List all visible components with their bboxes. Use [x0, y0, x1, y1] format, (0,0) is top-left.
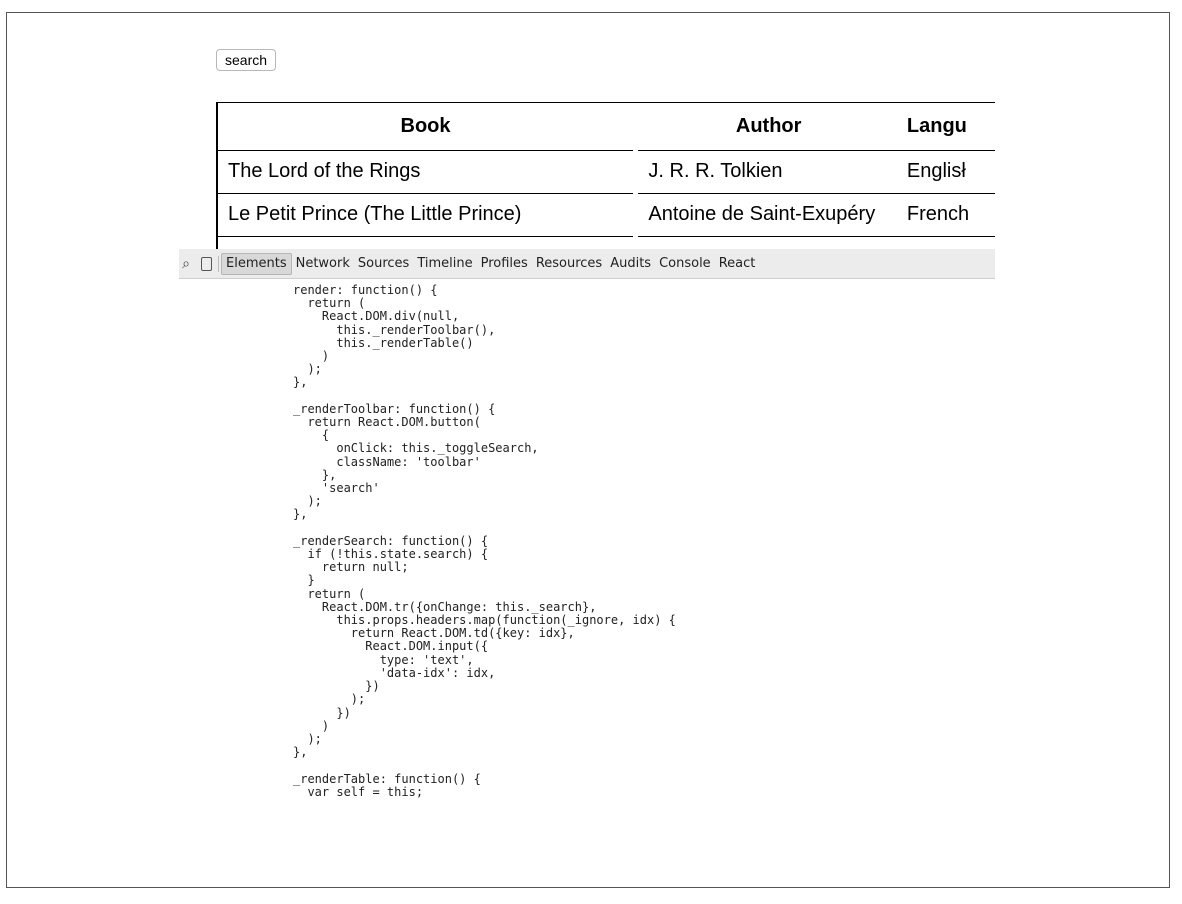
code-line — [293, 759, 993, 772]
source-code-panel — [293, 284, 993, 799]
code-line — [293, 390, 993, 403]
screenshot-frame — [6, 12, 1170, 888]
code-line: this._renderTable() — [293, 335, 474, 350]
code-line: var self = this; — [293, 784, 424, 799]
tab-profiles[interactable]: Profiles — [480, 255, 528, 271]
code-line: _renderToolbar: function() { — [293, 401, 496, 416]
code-line: ) — [293, 718, 330, 733]
code-line: render: function() { — [293, 283, 438, 297]
code-line: { — [293, 428, 330, 443]
code-line: type: 'text', — [293, 652, 474, 667]
page-viewport — [7, 13, 995, 888]
tab-react[interactable]: React — [718, 255, 756, 271]
cell-book: Le Petit Prince (The Little Prince) — [218, 193, 633, 236]
code-line: return null; — [293, 560, 409, 575]
device-mode-icon[interactable] — [201, 257, 212, 271]
code-line: }) — [293, 705, 351, 720]
search-icon[interactable]: ⌕ — [182, 255, 190, 272]
code-line: className: 'toolbar' — [293, 454, 481, 469]
code-line: } — [293, 573, 315, 588]
code-line: }, — [293, 507, 308, 522]
code-line: ); — [293, 494, 322, 509]
cell-author: Antoine de Saint-Exupéry — [638, 193, 899, 236]
code-line: _renderSearch: function() { — [293, 533, 489, 548]
cell-language: French — [899, 193, 995, 236]
tab-network[interactable]: Network — [295, 255, 350, 271]
devtools-toolbar — [179, 249, 995, 279]
code-line: }, — [293, 745, 308, 760]
cell-language: Englisł — [899, 150, 995, 193]
table-row — [218, 193, 995, 236]
code-line: 'search' — [293, 481, 380, 496]
tab-timeline[interactable]: Timeline — [417, 255, 473, 271]
search-button[interactable]: search — [216, 49, 276, 71]
code-line: _renderTable: function() { — [293, 771, 481, 786]
code-line: return ( — [293, 296, 366, 311]
code-line: React.DOM.tr({onChange: this._search}, — [293, 599, 597, 614]
tab-elements[interactable]: Elements — [221, 253, 292, 275]
cell-book: The Lord of the Rings — [218, 150, 633, 193]
code-line: if (!this.state.search) { — [293, 547, 489, 562]
code-line: this._renderToolbar(), — [293, 322, 496, 337]
code-line: 'data-idx': idx, — [293, 665, 496, 680]
code-line: }) — [293, 679, 380, 694]
code-line: onClick: this._toggleSearch, — [293, 441, 539, 456]
header-author[interactable]: Author — [638, 103, 899, 150]
tab-sources[interactable]: Sources — [357, 255, 410, 271]
tab-audits[interactable]: Audits — [610, 255, 652, 271]
code-line: }, — [293, 467, 337, 482]
header-language[interactable]: Langu — [899, 103, 995, 150]
code-line: }, — [293, 375, 308, 390]
table-header-row — [218, 103, 995, 150]
code-line: ) — [293, 349, 330, 364]
code-line: return React.DOM.td({key: idx}, — [293, 626, 575, 641]
tab-console[interactable]: Console — [659, 255, 711, 271]
cell-author: J. R. R. Tolkien — [638, 150, 899, 193]
code-line: React.DOM.div(null, — [293, 309, 460, 324]
books-table — [218, 103, 995, 237]
code-line: React.DOM.input({ — [293, 639, 489, 654]
table-row — [218, 150, 995, 193]
code-line: this.props.headers.map(function(_ignore, idx) { — [293, 613, 676, 628]
books-table-container — [216, 102, 995, 249]
code-line — [293, 522, 993, 535]
code-line: return React.DOM.button( — [293, 415, 481, 430]
toolbar-divider — [218, 256, 219, 272]
code-line: ); — [293, 731, 322, 746]
code-line: return ( — [293, 586, 366, 601]
code-line: ); — [293, 692, 366, 707]
code-line: ); — [293, 362, 322, 377]
header-book[interactable]: Book — [218, 103, 633, 150]
tab-resources[interactable]: Resources — [535, 255, 603, 271]
